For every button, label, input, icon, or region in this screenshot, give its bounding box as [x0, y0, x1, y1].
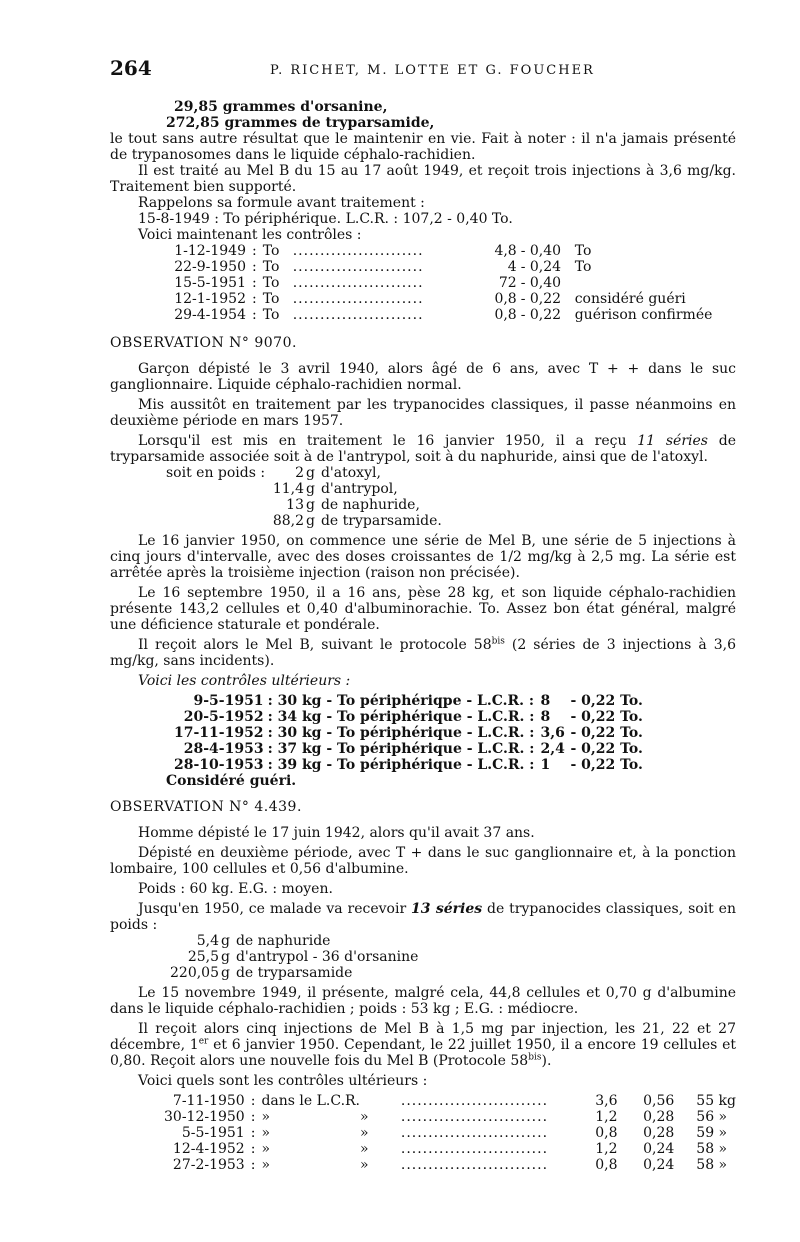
control-date: 29-4-1954: [174, 307, 246, 323]
weights-table: [270, 465, 442, 529]
formula-line: 15-8-1949 : To périphérique. L.C.R. : 107,2 - 0,40 To.: [138, 211, 513, 227]
controls-intro: Voici maintenant les contrôles :: [138, 227, 362, 243]
control-note: To: [574, 243, 592, 259]
control-value: 3,6: [540, 725, 565, 741]
control-label: To: [262, 275, 280, 291]
leader-dots: ...........................: [400, 1109, 549, 1125]
control-row: [172, 291, 712, 307]
leader-dots: ...........................: [400, 1125, 549, 1141]
control-row: [164, 1109, 736, 1125]
observation-9070: [110, 335, 736, 789]
paragraph: [110, 901, 736, 933]
control-value: 0,8: [595, 1125, 618, 1141]
control-value: 8: [540, 693, 551, 709]
weight-row: [170, 949, 418, 965]
control-date: 22-9-1950: [174, 259, 246, 275]
control-date: 9-5-1951: [193, 693, 264, 709]
separator: :: [250, 1141, 256, 1157]
leader-dots: ........................: [292, 243, 424, 259]
control-label: To: [262, 307, 280, 323]
control-result: - 0,22 To.: [570, 725, 643, 741]
control-row: [164, 1093, 736, 1109]
text-run: de tryparsamide associée soit à de l'antrypol, soit à du naphuride, ainsi que de l'atoxyl.: [110, 433, 736, 465]
control-row: [174, 725, 643, 741]
text-run: Jusqu'en 1950, ce malade va recevoir: [138, 901, 412, 917]
control-location: [360, 1093, 401, 1109]
control-value: - 0,40: [520, 243, 562, 259]
control-value: - 0,22: [520, 291, 562, 307]
control-date: 28-4-1953: [183, 741, 264, 757]
superscript: bis: [491, 636, 505, 647]
separator: :: [252, 307, 257, 323]
control-date: 5-5-1951: [181, 1125, 245, 1141]
control-result: - 0,22 To.: [570, 741, 643, 757]
control-label: To: [262, 259, 280, 275]
control-row: [164, 1141, 736, 1157]
text-run: 11 séries: [637, 433, 708, 449]
separator: :: [252, 243, 257, 259]
weight-substance: d'antrypol,: [320, 481, 398, 497]
separator: :: [250, 1109, 256, 1125]
control-row: [174, 741, 643, 757]
paragraph: Mis aussitôt en traitement par les trypanocides classiques, il passe néanmoins en deuxième période en mars 1957.: [110, 397, 736, 429]
paragraph: Dépisté en deuxième période, avec T + dans le suc ganglionnaire et, à la ponction lombaire, 100 cellules et 0,56 d'albumine.: [110, 845, 736, 877]
weight-quantity: 5,4: [196, 933, 219, 949]
weight-row: [270, 481, 442, 497]
control-row: [172, 275, 712, 291]
control-text: : 30 kg - To périphérique - L.C.R. :: [267, 725, 535, 741]
separator: :: [250, 1157, 256, 1173]
weight-quantity: 11,4: [272, 481, 304, 497]
dose-line: 29,85 grammes d'orsanine,: [174, 99, 388, 115]
control-date: 15-5-1951: [174, 275, 246, 291]
separator: :: [252, 291, 257, 307]
control-date: 17-11-1952: [174, 725, 264, 741]
control-label: To: [262, 243, 280, 259]
weight-substance: de tryparsamide.: [320, 513, 442, 529]
separator: :: [250, 1093, 256, 1109]
weight-unit: g: [221, 933, 230, 949]
control-result: - 0,22 To.: [570, 693, 643, 709]
control-date: 12-4-1952: [172, 1141, 245, 1157]
weight-quantity: 2: [295, 465, 304, 481]
weight-substance: de naphuride,: [320, 497, 420, 513]
control-location: »: [360, 1141, 369, 1157]
weight-unit: g: [221, 965, 230, 981]
control-weight: 56 »: [696, 1109, 728, 1125]
control-text: : 34 kg - To périphérique - L.C.R. :: [267, 709, 535, 725]
paragraph: Poids : 60 kg. E.G. : moyen.: [138, 881, 333, 897]
control-row: [174, 709, 643, 725]
control-location: »: [360, 1125, 369, 1141]
control-value: 8: [540, 709, 551, 725]
control-row: [164, 1125, 736, 1141]
control-location: »: [261, 1157, 271, 1173]
running-title: P. RICHET, M. LOTTE ET G. FOUCHER: [270, 63, 595, 78]
control-value: 0,28: [643, 1109, 675, 1125]
control-value: - 0,40: [520, 275, 562, 291]
control-label: To: [262, 291, 280, 307]
control-value: 4: [507, 259, 517, 275]
weight-unit: g: [306, 497, 315, 513]
leader-dots: ...........................: [400, 1141, 549, 1157]
control-date: 20-5-1952: [183, 709, 264, 725]
intro-section: [110, 99, 736, 323]
text-run: de trypanocides classiques, soit en poids :: [110, 901, 736, 933]
weight-substance: d'atoxyl,: [320, 465, 381, 481]
weight-row: [170, 933, 418, 949]
weight-unit: g: [306, 481, 315, 497]
control-value: 0,24: [643, 1157, 675, 1173]
control-row: [164, 1157, 736, 1173]
observation-title: OBSERVATION N° 4.439.: [110, 799, 302, 815]
text-run: (2 séries de 3 injections à 3,6 mg/kg, sans incidents).: [110, 637, 736, 669]
weight-unit: g: [306, 513, 315, 529]
weight-quantity: 25,5: [187, 949, 219, 965]
separator: :: [250, 1125, 256, 1141]
weight-quantity: 220,05: [170, 965, 219, 981]
text-run: 13 séries: [411, 901, 483, 917]
leader-dots: ........................: [292, 259, 424, 275]
control-value: 0,24: [643, 1141, 675, 1157]
control-note: [571, 275, 713, 291]
control-weight: 59 »: [696, 1125, 728, 1141]
control-location: »: [261, 1141, 271, 1157]
paragraph: le tout sans autre résultat que le maintenir en vie. Fait à noter : il n'a jamais présenté de trypanosomes dans le liquide céphalo-rachidien.: [110, 131, 736, 163]
paragraph: Le 16 septembre 1950, il a 16 ans, pèse 28 kg, et son liquide céphalo-rachidien présente 143,2 cellules et 0,40 d'albuminorachie. To. Assez bon état général, malgré une déficience staturale et pondérale.: [110, 585, 736, 633]
observation-title: OBSERVATION N° 9070.: [110, 335, 297, 351]
control-value: 72: [498, 275, 517, 291]
control-location: »: [360, 1157, 369, 1173]
control-text: : 39 kg - To périphérique - L.C.R. :: [267, 757, 535, 773]
page-header: [110, 56, 740, 84]
leader-dots: ........................: [292, 291, 424, 307]
weight-row: [270, 465, 442, 481]
leader-dots: ...........................: [400, 1093, 549, 1109]
control-note: considéré guéri: [574, 291, 686, 307]
controls-title: Voici les contrôles ultérieurs :: [138, 673, 351, 689]
text-run: Il reçoit alors cinq injections de Mel B à 1,5 mg par injection, les 21, 22 et 27 décembre, 1: [110, 1021, 736, 1053]
control-location: »: [261, 1109, 271, 1125]
paragraph: Garçon dépisté le 3 avril 1940, alors âgé de 6 ans, avec T + + dans le suc ganglionnaire. Liquide céphalo-rachidien normal.: [110, 361, 736, 393]
weights-table: [170, 933, 418, 981]
paragraph: [110, 637, 736, 669]
control-date: 7-11-1950: [172, 1093, 245, 1109]
control-date: 30-12-1950: [164, 1109, 245, 1125]
weight-quantity: 13: [286, 497, 304, 513]
controls-table: [172, 243, 712, 323]
control-date: 1-12-1949: [174, 243, 246, 259]
separator: :: [252, 259, 257, 275]
control-value: 4,8: [494, 243, 517, 259]
leader-dots: ........................: [292, 275, 424, 291]
control-row: [172, 259, 712, 275]
separator: :: [252, 275, 257, 291]
control-row: [174, 757, 643, 773]
control-value: 3,6: [595, 1093, 618, 1109]
control-value: 0,8: [494, 291, 517, 307]
control-result: - 0,22 To.: [570, 709, 643, 725]
weight-row: [270, 497, 442, 513]
control-value: 0,8: [595, 1157, 618, 1173]
weight-quantity: 88,2: [272, 513, 304, 529]
text-run: Lorsqu'il est mis en traitement le 16 janvier 1950, il a reçu: [138, 433, 638, 449]
control-note: To: [574, 259, 592, 275]
control-value: 1,2: [595, 1141, 618, 1157]
observation-4439: [110, 799, 736, 1173]
paragraph: Il est traité au Mel B du 15 au 17 août 1949, et reçoit trois injections à 3,6 mg/kg. Traitement bien supporté.: [110, 163, 736, 195]
control-location: dans le L.C.R.: [261, 1093, 361, 1109]
control-weight: 58 »: [696, 1157, 728, 1173]
dose-line: 272,85 grammes de tryparsamide,: [166, 115, 435, 131]
paragraph: [110, 1021, 736, 1069]
control-row: [172, 307, 712, 323]
leader-dots: ........................: [292, 307, 424, 323]
paragraph: Le 15 novembre 1949, il présente, malgré cela, 44,8 cellules et 0,70 g d'albumine dans le liquide céphalo-rachidien ; poids : 53 kg ; E.G. : médiocre.: [110, 985, 736, 1017]
control-row: [172, 243, 712, 259]
control-value: 0,8: [494, 307, 517, 323]
control-value: 0,56: [643, 1093, 675, 1109]
control-date: 27-2-1953: [172, 1157, 245, 1173]
control-value: - 0,22: [520, 307, 562, 323]
text-run: Il reçoit alors le Mel B, suivant le protocole 58: [138, 637, 492, 653]
control-value: 1: [540, 757, 551, 773]
controls-table: [174, 693, 643, 773]
weight-substance: d'antrypol - 36 d'orsanine: [235, 949, 419, 965]
weight-unit: g: [306, 465, 315, 481]
conclusion: Considéré guéri.: [166, 773, 297, 789]
paragraph: Le 16 janvier 1950, on commence une série de Mel B, une série de 5 injections à cinq jours d'intervalle, avec des doses croissantes de 1/2 mg/kg à 2,5 mg. La série est arrêtée après la troisième injection (raison non précisée).: [110, 533, 736, 581]
control-row: [174, 693, 643, 709]
control-weight: 58 »: [696, 1141, 728, 1157]
controls-title: Voici quels sont les contrôles ultérieurs :: [138, 1073, 428, 1089]
control-text: : 37 kg - To périphérique - L.C.R. :: [267, 741, 535, 757]
control-value: 0,28: [643, 1125, 675, 1141]
superscript: bis: [528, 1052, 542, 1063]
control-date: 28-10-1953: [174, 757, 264, 773]
control-location: »: [261, 1125, 271, 1141]
control-value: 2,4: [540, 741, 565, 757]
control-weight: 55 kg: [696, 1093, 736, 1109]
leader-dots: ...........................: [400, 1157, 549, 1173]
control-note: guérison confirmée: [574, 307, 713, 323]
control-location: »: [360, 1109, 369, 1125]
paragraph: [110, 433, 736, 465]
weight-row: [170, 965, 418, 981]
weight-substance: de naphuride: [235, 933, 331, 949]
weight-unit: g: [221, 949, 230, 965]
control-date: 12-1-1952: [174, 291, 246, 307]
control-text: : 30 kg - To périphériqpe - L.C.R. :: [267, 693, 535, 709]
superscript: er: [198, 1036, 209, 1047]
paragraph: Homme dépisté le 17 juin 1942, alors qu'il avait 37 ans.: [138, 825, 535, 841]
weight-row: [270, 513, 442, 529]
control-value: - 0,24: [520, 259, 562, 275]
weight-substance: de tryparsamide: [235, 965, 353, 981]
text-run: et 6 janvier 1950. Cependant, le 22 juillet 1950, il a encore 19 cellules et 0,80. Reçoit alors une nouvelle fois du Mel B (Protocole 58: [110, 1037, 736, 1069]
text-run: ).: [541, 1053, 552, 1069]
recall-line: Rappelons sa formule avant traitement :: [138, 195, 425, 211]
controls-table: [164, 1093, 736, 1173]
control-result: - 0,22 To.: [570, 757, 643, 773]
page-number: 264: [110, 56, 152, 80]
weight-intro: soit en poids :: [166, 465, 266, 481]
control-value: 1,2: [595, 1109, 618, 1125]
